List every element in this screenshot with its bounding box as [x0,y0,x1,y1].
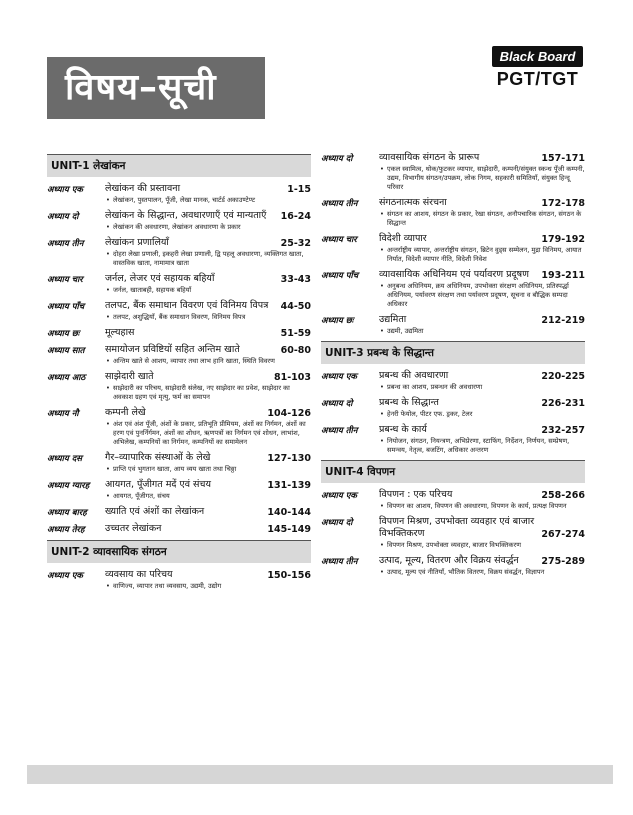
page-range: 179-192 [541,234,585,245]
brand-subtitle: PGT/TGT [496,69,579,89]
chapter-label: अध्याय आठ [47,373,86,383]
unit3-list [321,370,585,455]
chapter-topics: • वाणिज्य, व्यापार तथा व्यवसाय, उद्यमी, उद्योग [105,582,311,591]
unit-heading: UNIT-4 विपणन [321,460,585,483]
toc-entry [47,407,311,447]
toc-entry [321,489,585,511]
toc-entry [47,452,311,474]
entry-line [379,516,585,540]
entry-body [105,237,311,268]
chapter-topics: • लेखांकन, पुस्तपालन, पूँजी, लेखा मानक, चार्टर्ड अकाउण्टेण्ट [105,196,311,205]
chapter-label: अध्याय चार [321,235,357,245]
chapter-topics: • प्रबन्ध का आशय, प्रबन्धन की अवधारणा [379,383,585,392]
chapter-topics: • तलपट, अशुद्धियाँ, बैंक समाधान विवरण, विनिमय विपत्र [105,313,311,322]
chapter-label: अध्याय दो [321,518,353,528]
chapter-topics: • संगठन का आशय, संगठन के प्रकार, रेखा संगठन, अनौपचारिक संगठन, संगठन के सिद्धान्त [379,210,585,228]
entry-line [105,300,311,312]
chapter-label: अध्याय दस [47,454,82,464]
unit2-list [47,569,311,591]
chapter-title: मूल्यहास [105,327,135,338]
page-range: 212-219 [541,315,585,326]
toc-entry [321,555,585,577]
left-column [47,152,311,596]
chapter-label: अध्याय सात [47,346,85,356]
brand-logo [485,46,590,90]
page-range: 157-171 [541,153,585,164]
chapter-topics: • हेनरी फेयोल, पीटर एफ. ड्रकर, टेलर [379,410,585,419]
chapter-title: कम्पनी लेखे [105,407,146,418]
toc-entry [47,569,311,591]
chapter-title: आयगत, पूँजीगत मदें एवं संचय [105,479,211,490]
toc-entry [47,300,311,322]
chapter-title: विपणन मिश्रण, उपभोक्ता व्यवहार एवं बाजार विभक्तिकरण [379,516,535,539]
toc-entry [47,523,311,535]
chapter-label: अध्याय तीन [321,199,358,209]
chapter-label: अध्याय बारह [47,508,87,518]
chapter-topics: • साझेदारी का परिचय, साझेदारी संलेख, नए साझेदार का प्रवेश, साझेदार का अवकाश ग्रहण एवं मृत्यु, फर्म का समापन [105,384,311,402]
page-range: 44-50 [280,301,311,312]
page-range: 258-266 [541,490,585,501]
chapter-topics: • एकल स्वामित्व, थोक/फुटकर व्यापार, साझेदारी, कम्पनी/संयुक्त स्कन्ध पूँजी कम्पनी, उद्यम, विभागीय संगठन/उपक्रम, लोक निगम, सहकारी समितियाँ, संयुक्त हिन्दू परिवार [379,165,585,192]
entry-line [379,152,585,164]
entry-line [105,479,311,491]
entry-body [105,506,311,518]
entry-line [105,327,311,339]
entry-line [379,269,585,281]
chapter-label: अध्याय छः [47,329,80,339]
entry-line [379,555,585,567]
chapter-title: जर्नल, लेजर एवं सहायक बहियाँ [105,273,215,284]
entry-line [105,371,311,383]
toc-entry [47,237,311,268]
toc-entry [321,370,585,392]
unit1-list [47,183,311,535]
entry-body [105,300,311,322]
entry-line [105,523,311,535]
page-title: विषय–सूची [65,67,217,108]
toc-entry [321,516,585,550]
entry-line [379,314,585,326]
unit-heading: UNIT-1 लेखांकन [47,154,311,177]
entry-line [379,424,585,436]
page-range: 220-225 [541,371,585,382]
entry-line [105,452,311,464]
page-range: 140-144 [267,507,311,518]
entry-body [379,197,585,228]
entry-line [105,506,311,518]
entry-body [105,371,311,402]
toc-entry [321,233,585,264]
chapter-label: अध्याय तीन [321,557,358,567]
page-range: 1-15 [287,184,311,195]
page-range: 16-24 [280,211,311,222]
chapter-title: तलपट, बैंक समाधान विवरण एवं विनिमय विपत्र [105,300,269,311]
toc-entry [321,197,585,228]
chapter-topics: • उत्पाद, मूल्य एवं नीतियाँ, भौतिक वितरण, विक्रय संवर्द्धन, विज्ञापन [379,568,585,577]
chapter-topics: • अनुबन्ध अधिनियम, क्रय अधिनियम, उपभोक्ता संरक्षण अधिनियम, प्रतिस्पर्द्धा अधिनियम, पर्यावरण संरक्षण तथा पर्यावरण प्रदूषण, सूचना व बौद्धिक सम्पदा अधिकार [379,282,585,309]
page-range: 25-32 [280,238,311,249]
entry-body [105,523,311,535]
entry-body [105,344,311,366]
chapter-label: अध्याय एक [321,372,357,382]
chapter-title: व्यावसायिक संगठन के प्रारूप [379,152,480,163]
entry-body [105,569,311,591]
chapter-title: उच्चतर लेखांकन [105,523,162,534]
chapter-label: अध्याय तीन [47,239,84,249]
toc-entry [47,273,311,295]
entry-body [105,273,311,295]
chapter-title: ख्याति एवं अंशों का लेखांकन [105,506,205,517]
entry-line [379,197,585,209]
chapter-label: अध्याय ग्यारह [47,481,90,491]
unit-heading: UNIT-3 प्रबन्ध के सिद्धान्त [321,341,585,364]
page-range: 51-59 [280,328,311,339]
chapter-topics: • विपणन का आशय, विपणन की अवधारणा, विपणन के कार्य, प्रत्यक्ष विपणन [379,502,585,511]
toc-entry [47,506,311,518]
entry-body [105,210,311,232]
page-title-banner [47,57,265,119]
entry-body [379,269,585,309]
chapter-title: साझेदारी खाते [105,371,154,382]
toc-entry [47,344,311,366]
entry-line [105,273,311,285]
chapter-title: उद्यमिता [379,314,407,325]
chapter-topics: • विपणन मिश्रण, उपभोक्ता व्यवहार, बाजार विभक्तिकरण [379,541,585,550]
chapter-topics: • लेखांकन की अवधारणा, लेखांकन अवधारणा के प्रकार [105,223,311,232]
toc-entry [321,314,585,336]
chapter-title: व्यवसाय का परिचय [105,569,173,580]
entry-body [379,397,585,419]
entry-body [379,314,585,336]
chapter-title: प्रबन्ध के सिद्धान्त [379,397,439,408]
toc-entry [321,152,585,192]
entry-body [379,424,585,455]
entry-body [379,489,585,511]
toc-entry [321,424,585,455]
entry-line [379,397,585,409]
page-range: 60-80 [280,345,311,356]
chapter-label: अध्याय दो [47,212,79,222]
chapter-title: लेखांकन के सिद्धान्त, अवधारणाएँ एवं मान्यताएँ [105,210,267,221]
entry-body [105,452,311,474]
entry-line [379,489,585,501]
entry-body [379,370,585,392]
chapter-title: गैर–व्यापारिक संस्थाओं के लेखे [105,452,211,463]
unit2-list-continued [321,152,585,336]
chapter-label: अध्याय दो [321,399,353,409]
chapter-title: प्रबन्ध की अवधारणा [379,370,449,381]
entry-line [105,210,311,222]
page-range: 127-130 [267,453,311,464]
toc-entry [47,327,311,339]
chapter-title: विपणन : एक परिचय [379,489,453,500]
chapter-topics: • उद्यमी, उद्यमिता [379,327,585,336]
chapter-label: अध्याय पाँच [321,271,359,281]
toc-entry [47,210,311,232]
chapter-title: संगठनात्मक संरचना [379,197,447,208]
chapter-label: अध्याय एक [321,491,357,501]
chapter-label: अध्याय नौ [47,409,79,419]
entry-body [105,479,311,501]
chapter-topics: • आयगत, पूँजीगत, संचय [105,492,311,501]
chapter-title: प्रबन्ध के कार्य [379,424,427,435]
entry-body [105,183,311,205]
page-range: 150-156 [267,570,311,581]
chapter-label: अध्याय तेरह [47,525,85,535]
entry-line [105,407,311,419]
page-range: 33-43 [280,274,311,285]
page-range: 267-274 [541,529,585,540]
chapter-topics: • जर्नल, खाताबही, सहायक बहियाँ [105,286,311,295]
chapter-topics: • नियोजन, संगठन, नियन्त्रण, अभिप्रेरणा, स्टाफिंग, निर्देशन, निर्णयन, सम्प्रेषण, समन्वय, नेतृत्व, बजटिंग, अधिकार अन्तरण [379,437,585,455]
chapter-topics: • प्राप्ति एवं भुगतान खाता, आय व्यय खाता तथा चिठ्ठा [105,465,311,474]
chapter-topics: • दोहरा लेखा प्रणाली, इकहरी लेखा प्रणाली, द्वि पहलू अवधारणा, व्यक्तिगत खाता, वास्तविक खाता, नामामात्र खाता [105,250,311,268]
entry-body [379,516,585,550]
chapter-label: अध्याय एक [47,571,83,581]
entry-line [105,183,311,195]
page-range: 172-178 [541,198,585,209]
entry-line [105,569,311,581]
unit-heading: UNIT-2 व्यावसायिक संगठन [47,540,311,563]
chapter-title: लेखांकन की प्रस्तावना [105,183,181,194]
toc-entry [47,183,311,205]
entry-body [379,555,585,577]
entry-line [105,344,311,356]
chapter-title: समायोजन प्रविष्टियों सहित अन्तिम खाते [105,344,240,355]
chapter-label: अध्याय छः [321,316,354,326]
toc-entry [321,397,585,419]
right-column [321,152,585,582]
chapter-title: लेखांकन प्रणालियाँ [105,237,169,248]
page-range: 81-103 [274,372,311,383]
entry-line [105,237,311,249]
chapter-title: व्यावसायिक अधिनियम एवं पर्यावरण प्रदूषण [379,269,529,280]
chapter-label: अध्याय एक [47,185,83,195]
footer-bar [27,765,613,784]
chapter-label: अध्याय दो [321,154,353,164]
chapter-title: विदेशी व्यापार [379,233,427,244]
toc-entry [47,371,311,402]
page-range: 104-126 [267,408,311,419]
toc-entry [321,269,585,309]
chapter-topics: • अन्तर्राष्ट्रीय व्यापार, अन्तर्राष्ट्रीय संगठन, ब्रिटेन वुड्स सम्मेलन, मुद्रा विनिमय, आयात निर्यात, विदेशी व्यापार नीति, विदेशी निवेश [379,246,585,264]
entry-line [379,233,585,245]
chapter-label: अध्याय चार [47,275,83,285]
brand-badge: Black Board [492,46,584,67]
chapter-label: अध्याय पाँच [47,302,85,312]
chapter-topics: • अंश एवं अंश पूँजी, अंशों के प्रकार, प्रतिभूति प्रीमियम, अंशों का निर्गमन, अंशों का हरण एवं पुनर्निर्गमन, अंशों का शोधन, ऋणपत्रों का निर्गमन एवं शोधन, लाभांश, अभिलेख, कम्पनियों का निर्गमन, कम्पनियों का समामेलन [105,420,311,447]
entry-body [105,327,311,339]
page-range: 131-139 [267,480,311,491]
chapter-title: उत्पाद, मूल्य, वितरण और विक्रय संवर्द्धन [379,555,519,566]
toc-entry [47,479,311,501]
entry-body [379,152,585,192]
chapter-label: अध्याय तीन [321,426,358,436]
unit4-list [321,489,585,577]
entry-line [379,370,585,382]
page-range: 275-289 [541,556,585,567]
page-range: 226-231 [541,398,585,409]
page-range: 145-149 [267,524,311,535]
entry-body [379,233,585,264]
chapter-topics: • अन्तिम खाते से आशय, व्यापार तथा लाभ हानि खाता, स्थिति विवरण [105,357,311,366]
page-range: 193-211 [541,270,585,281]
entry-body [105,407,311,447]
page-range: 232-257 [541,425,585,436]
